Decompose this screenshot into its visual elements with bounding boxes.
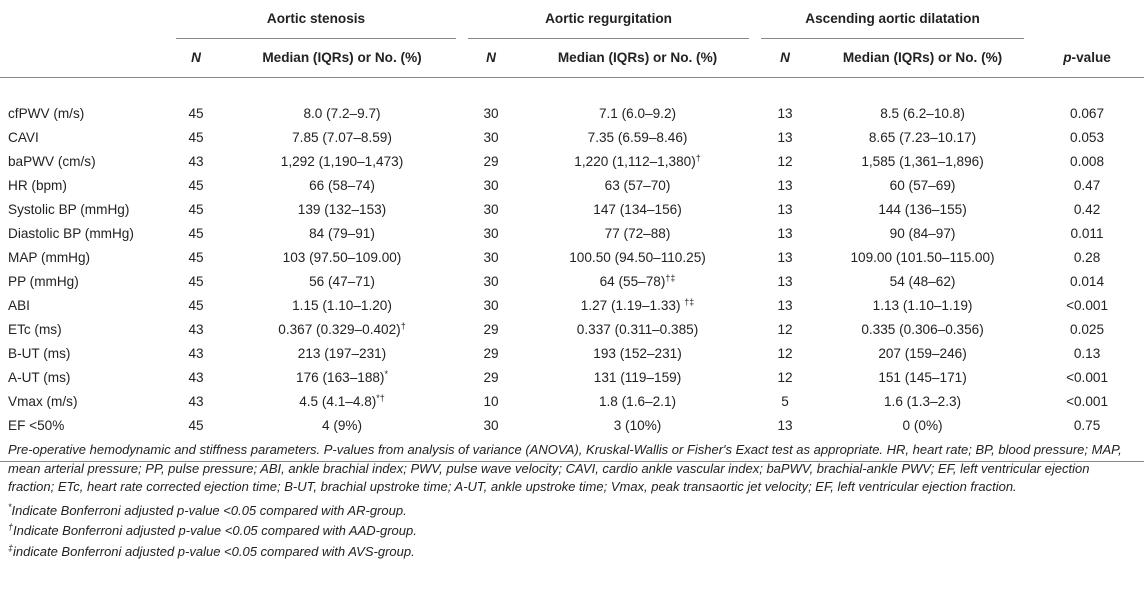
aad-value-cell: 1.6 (1.3–2.3) xyxy=(883,393,962,409)
aad-value-cell: 90 (84–97) xyxy=(889,225,956,241)
table-body xyxy=(0,78,1144,462)
col-n-ar: N xyxy=(486,50,496,65)
ar-n-cell: 29 xyxy=(483,321,499,337)
p-value-cell: 0.008 xyxy=(1070,153,1105,169)
as-value: 1.15 (1.10–1.20) xyxy=(292,297,392,313)
ar-n-cell: 30 xyxy=(483,129,499,145)
as-n-cell: 45 xyxy=(188,417,204,433)
as-n-cell: 43 xyxy=(188,321,204,337)
table-row xyxy=(0,246,1144,270)
ar-value: 193 (152–231) xyxy=(593,345,682,361)
as-n-cell: 45 xyxy=(188,201,204,217)
col-median-aad: Median (IQRs) or No. (%) xyxy=(842,50,1003,65)
as-value: 103 (97.50–109.00) xyxy=(282,249,402,265)
ar-value-cell xyxy=(520,414,755,438)
ar-value-cell xyxy=(520,294,755,318)
ar-value-cell xyxy=(520,150,755,174)
footnote-3-text: indicate Bonferroni adjusted p-value <0.05 compared with AVS-group. xyxy=(13,543,415,559)
ar-significance-mark: † xyxy=(695,152,701,163)
aad-n-cell: 13 xyxy=(777,273,793,289)
table-row xyxy=(0,342,1144,366)
row-label: Systolic BP (mmHg) xyxy=(8,201,130,217)
ar-n-cell: 29 xyxy=(483,153,499,169)
ar-significance-mark: †‡ xyxy=(684,296,695,307)
as-value-cell xyxy=(222,318,462,342)
row-label: B-UT (ms) xyxy=(8,345,71,361)
as-value: 4 (9%) xyxy=(321,417,363,433)
p-value-cell: 0.011 xyxy=(1070,225,1104,241)
aad-value-cell: 60 (57–69) xyxy=(889,177,956,193)
aad-value-cell: 109.00 (101.50–115.00) xyxy=(850,249,995,265)
ar-value-cell xyxy=(520,342,755,366)
as-n-cell: 43 xyxy=(188,153,204,169)
as-value-cell xyxy=(222,342,462,366)
as-value: 0.367 (0.329–0.402) xyxy=(278,321,401,337)
table-row xyxy=(0,102,1144,126)
as-value-cell xyxy=(222,222,462,246)
ar-value-cell xyxy=(520,366,755,390)
as-value: 213 (197–231) xyxy=(297,345,387,361)
aad-n-cell: 13 xyxy=(777,417,793,433)
ar-value-cell xyxy=(520,126,755,150)
aad-value-cell: 144 (136–155) xyxy=(878,201,967,217)
table-notes xyxy=(8,441,1136,563)
aad-value-cell: 207 (159–246) xyxy=(878,345,967,361)
blank-header xyxy=(0,0,170,39)
group-header-aad xyxy=(755,0,1030,39)
table-row xyxy=(0,150,1144,174)
ar-n-cell: 30 xyxy=(483,249,499,265)
aad-value-cell: 1,585 (1,361–1,896) xyxy=(861,153,984,169)
as-n-cell: 43 xyxy=(188,393,204,409)
aad-n-cell: 13 xyxy=(777,105,793,121)
as-n-cell: 45 xyxy=(188,249,204,265)
aad-n-cell: 13 xyxy=(777,249,793,265)
aad-n-cell: 12 xyxy=(777,369,793,385)
group-label-as: Aortic stenosis xyxy=(176,0,456,39)
ar-significance-mark: †‡ xyxy=(665,272,676,283)
ar-n-cell: 30 xyxy=(483,105,499,121)
aad-value-cell: 0.335 (0.306–0.356) xyxy=(861,321,984,337)
col-p-value xyxy=(1030,39,1144,78)
table-row xyxy=(0,270,1144,294)
aad-n-cell: 5 xyxy=(781,393,789,409)
group-header-as xyxy=(170,0,462,39)
as-value-cell xyxy=(222,414,462,438)
ar-value: 131 (119–159) xyxy=(593,369,682,385)
p-italic: p xyxy=(1063,50,1072,65)
ar-n-cell: 30 xyxy=(483,297,499,313)
as-value: 139 (132–153) xyxy=(297,201,387,217)
as-n-cell: 45 xyxy=(188,105,204,121)
aad-value-cell: 1.13 (1.10–1.19) xyxy=(872,297,973,313)
row-label: A-UT (ms) xyxy=(8,369,71,385)
row-label: ETc (ms) xyxy=(8,321,62,337)
ar-value: 0.337 (0.311–0.385) xyxy=(576,321,699,337)
ar-value: 1.8 (1.6–2.1) xyxy=(598,393,677,409)
aad-n-cell: 13 xyxy=(777,225,793,241)
as-n-cell: 45 xyxy=(188,177,204,193)
table-row xyxy=(0,318,1144,342)
ar-n-cell: 30 xyxy=(483,177,499,193)
as-value-cell xyxy=(222,126,462,150)
table-row xyxy=(0,390,1144,414)
row-label: CAVI xyxy=(8,129,39,145)
as-value: 7.85 (7.07–8.59) xyxy=(292,129,392,145)
ar-value-cell xyxy=(520,270,755,294)
p-value-cell: <0.001 xyxy=(1066,297,1109,313)
as-significance-mark: *† xyxy=(376,392,385,403)
as-value: 56 (47–71) xyxy=(309,273,375,289)
table-row xyxy=(0,126,1144,150)
as-value-cell xyxy=(222,150,462,174)
ar-n-cell: 29 xyxy=(483,369,499,385)
as-significance-mark: * xyxy=(384,368,388,379)
ar-value: 7.35 (6.59–8.46) xyxy=(587,129,688,145)
as-value: 176 (163–188) xyxy=(296,369,385,385)
aad-value-cell: 54 (48–62) xyxy=(889,273,956,289)
footnote-1-text: Indicate Bonferroni adjusted p-value <0.05 compared with AR-group. xyxy=(11,502,407,518)
ar-n-cell: 30 xyxy=(483,273,499,289)
p-value-cell: 0.42 xyxy=(1073,201,1101,217)
footnote-3-symbol: ‡ xyxy=(8,542,14,553)
p-value-cell: 0.13 xyxy=(1073,345,1101,361)
aad-n-cell: 13 xyxy=(777,177,793,193)
as-n-cell: 43 xyxy=(188,369,204,385)
p-value-cell: 0.014 xyxy=(1070,273,1105,289)
p-value-cell: 0.75 xyxy=(1073,417,1101,433)
ar-n-cell: 10 xyxy=(483,393,499,409)
footnote-1-symbol: * xyxy=(8,501,12,512)
as-value-cell xyxy=(222,390,462,414)
ar-n-cell: 29 xyxy=(483,345,499,361)
blank-subheader xyxy=(0,39,170,78)
table-row xyxy=(0,174,1144,198)
ar-value-cell xyxy=(520,222,755,246)
as-value: 8.0 (7.2–9.7) xyxy=(303,105,381,121)
ar-value: 3 (10%) xyxy=(613,417,662,433)
aad-value-cell: 8.5 (6.2–10.8) xyxy=(880,105,965,121)
as-value: 66 (58–74) xyxy=(309,177,375,193)
ar-n-cell: 30 xyxy=(483,201,499,217)
notes-main: Pre-operative hemodynamic and stiffness parameters. P-values from analysis of variance (ANOVA), Kruskal-Wallis or Fisher's Exact test as appropriate. HR, heart rate; BP, blood pressure; MAP, mean arterial pressure; PP, pulse pressure; ABI, ankle brachial index; PWV, pulse wave velocity; CAVI, cardio ankle vascular index; baPWV, brachial-ankle PWV; EF, left ventricular ejection fraction; ETc, heart rate corrected ejection time; B-UT, brachial upstroke time; A-UT, ankle upstroke time; Vmax, peak transaortic jet velocity; EF, left ventricular ejection fraction. xyxy=(8,442,1122,494)
group-header-ar xyxy=(462,0,755,39)
ar-n-cell: 30 xyxy=(483,417,499,433)
ar-value: 63 (57–70) xyxy=(604,177,671,193)
aad-n-cell: 13 xyxy=(777,201,793,217)
p-rest: -value xyxy=(1071,50,1111,65)
ar-value: 7.1 (6.0–9.2) xyxy=(598,105,677,121)
as-value-cell xyxy=(222,174,462,198)
blank-header-p xyxy=(1030,0,1144,39)
footnote-2-text: Indicate Bonferroni adjusted p-value <0.05 compared with AAD-group. xyxy=(13,523,417,538)
as-value: 84 (79–91) xyxy=(309,225,375,241)
ar-value-cell xyxy=(520,102,755,126)
aad-value-cell: 151 (145–171) xyxy=(878,369,967,385)
as-n-cell: 45 xyxy=(188,225,204,241)
aad-n-cell: 13 xyxy=(777,297,793,313)
row-label: PP (mmHg) xyxy=(8,273,79,289)
aad-n-cell: 12 xyxy=(777,153,793,169)
row-label: EF <50% xyxy=(8,417,65,433)
ar-n-cell: 30 xyxy=(483,225,499,241)
aad-value-cell: 8.65 (7.23–10.17) xyxy=(868,129,977,145)
table-row xyxy=(0,198,1144,222)
footnote-1 xyxy=(8,502,1136,521)
ar-value: 64 (55–78) xyxy=(599,273,666,289)
as-value: 1,292 (1,190–1,473) xyxy=(280,153,404,169)
aad-value-cell: 0 (0%) xyxy=(902,417,943,433)
ar-value-cell xyxy=(520,174,755,198)
p-value-cell: 0.28 xyxy=(1073,249,1101,265)
aad-n-cell: 12 xyxy=(777,345,793,361)
p-value-cell: 0.025 xyxy=(1070,321,1105,337)
as-value-cell xyxy=(222,198,462,222)
p-value-cell: <0.001 xyxy=(1066,393,1109,409)
p-value-cell: 0.053 xyxy=(1070,129,1105,145)
row-label: cfPWV (m/s) xyxy=(8,105,85,121)
col-n-aad: N xyxy=(780,50,790,65)
ar-value-cell xyxy=(520,246,755,270)
as-n-cell: 45 xyxy=(188,129,204,145)
ar-value: 100.50 (94.50–110.25) xyxy=(569,249,706,265)
p-value-cell: 0.067 xyxy=(1070,105,1105,121)
ar-value: 1,220 (1,112–1,380) xyxy=(574,153,696,169)
footnote-3 xyxy=(8,543,1136,562)
ar-value-cell xyxy=(520,318,755,342)
ar-value: 1.27 (1.19–1.33) xyxy=(580,297,685,313)
p-value-cell: <0.001 xyxy=(1066,369,1109,385)
table-row xyxy=(0,366,1144,390)
row-label: HR (bpm) xyxy=(8,177,67,193)
table-row xyxy=(0,414,1144,438)
as-value: 4.5 (4.1–4.8) xyxy=(299,393,377,409)
as-significance-mark: † xyxy=(400,320,406,331)
table-row xyxy=(0,222,1144,246)
p-value-cell: 0.47 xyxy=(1073,177,1101,193)
as-value-cell xyxy=(222,294,462,318)
as-value-cell xyxy=(222,366,462,390)
ar-value-cell xyxy=(520,390,755,414)
as-n-cell: 45 xyxy=(188,297,204,313)
row-label: ABI xyxy=(8,297,30,313)
row-label: MAP (mmHg) xyxy=(8,249,91,265)
footnote-2 xyxy=(8,522,1136,541)
col-median-ar: Median (IQRs) or No. (%) xyxy=(557,50,718,65)
ar-value: 77 (72–88) xyxy=(604,225,671,241)
row-label: baPWV (cm/s) xyxy=(8,153,96,169)
as-value-cell xyxy=(222,246,462,270)
as-value-cell xyxy=(222,102,462,126)
col-median-as: Median (IQRs) or No. (%) xyxy=(262,50,422,65)
table-row xyxy=(0,294,1144,318)
group-label-aad: Ascending aortic dilatation xyxy=(761,0,1024,39)
col-n-as: N xyxy=(191,50,201,65)
as-n-cell: 43 xyxy=(188,345,204,361)
ar-value-cell xyxy=(520,198,755,222)
row-label: Vmax (m/s) xyxy=(8,393,78,409)
subheader-row xyxy=(0,39,1144,78)
as-value-cell xyxy=(222,270,462,294)
as-n-cell: 45 xyxy=(188,273,204,289)
group-header-row xyxy=(0,0,1144,39)
aad-n-cell: 12 xyxy=(777,321,793,337)
group-label-ar: Aortic regurgitation xyxy=(468,0,749,39)
footnote-2-symbol: † xyxy=(8,522,14,532)
aad-n-cell: 13 xyxy=(777,129,793,145)
row-label: Diastolic BP (mmHg) xyxy=(8,225,134,241)
ar-value: 147 (134–156) xyxy=(593,201,682,217)
